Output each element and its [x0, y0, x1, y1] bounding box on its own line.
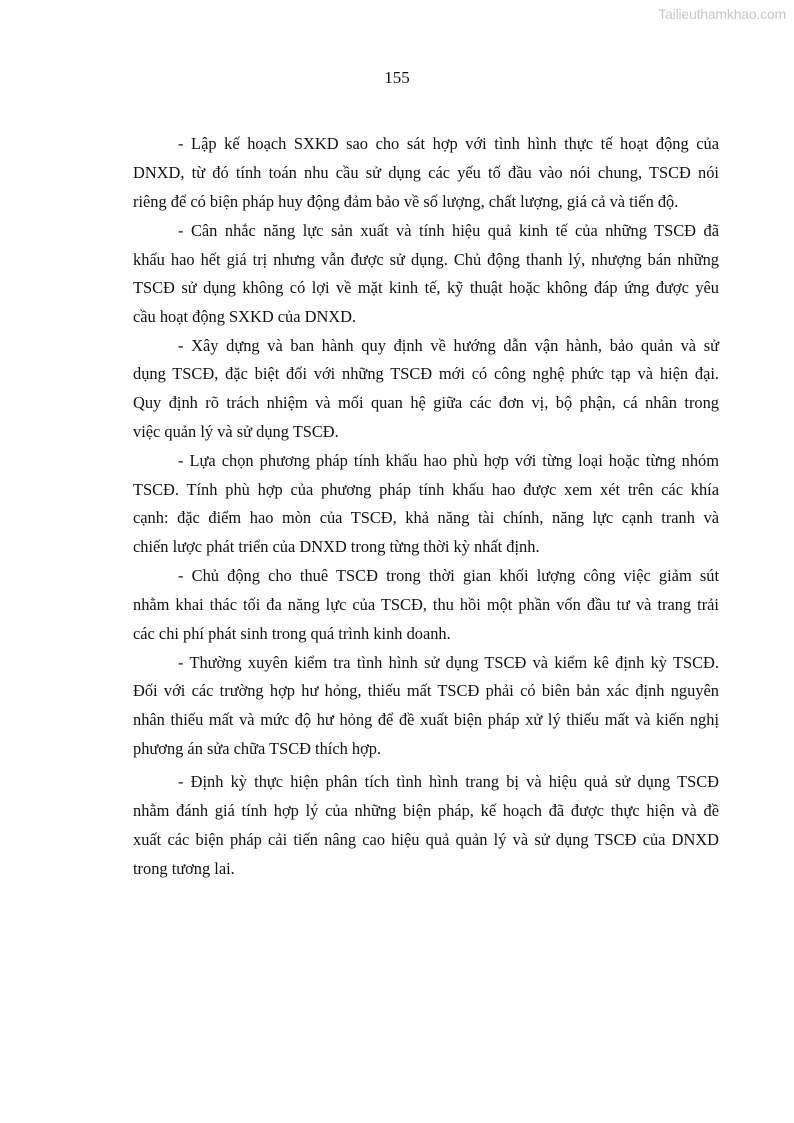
text-line: DNXD, từ đó tính toán nhu cầu sử dụng các yếu tố đầu vào nói chung, TSCĐ nói [133, 163, 719, 182]
text-line: - Thường xuyên kiểm tra tình hình sử dụng TSCĐ và kiểm kê định kỳ TSCĐ. [178, 653, 719, 672]
text-line: nhằm khai thác tối đa năng lực của TSCĐ, thu hồi một phần vốn đầu tư và trang trải [133, 595, 719, 614]
text-line: khấu hao hết giá trị nhưng vẫn được sử dụng. Chủ động thanh lý, nhượng bán những [133, 250, 719, 269]
text-line: - Chủ động cho thuê TSCĐ trong thời gian khối lượng công việc giảm sút [178, 566, 719, 585]
text-line: trong tương lai. [133, 859, 235, 878]
text-line: nhằm đánh giá tính hợp lý của những biện pháp, kế hoạch đã được thực hiện và đề [133, 801, 719, 820]
text-line: Đối với các trường hợp hư hỏng, thiếu mất TSCĐ phải có biên bản xác định nguyên [133, 681, 719, 700]
text-line: TSCĐ. Tính phù hợp của phương pháp tính khấu hao được xem xét trên các khía [133, 480, 719, 499]
text-line: phương án sửa chữa TSCĐ thích hợp. [133, 739, 382, 758]
text-line: các chi phí phát sinh trong quá trình kinh doanh. [133, 624, 451, 643]
text-line: việc quản lý và sử dụng TSCĐ. [133, 422, 339, 441]
text-line: - Lập kế hoạch SXKD sao cho sát hợp với tình hình thực tế hoạt động của [178, 134, 719, 153]
text-line: cầu hoạt động SXKD của DNXD. [133, 307, 357, 326]
text-line: xuất các biện pháp cải tiến nâng cao hiệu quả quản lý và sử dụng TSCĐ của DNXD [133, 830, 719, 849]
text-line: Quy định rõ trách nhiệm và mối quan hệ giữa các đơn vị, bộ phận, cá nhân trong [133, 393, 719, 412]
text-line: dụng TSCĐ, đặc biệt đối với những TSCĐ mới có công nghệ phức tạp và hiện đại. [133, 364, 719, 383]
text-line: cạnh: đặc điểm hao mòn của TSCĐ, khả năng tài chính, năng lực cạnh tranh và [133, 508, 719, 527]
text-line: - Định kỳ thực hiện phân tích tình hình trang bị và hiệu quả sử dụng TSCĐ [178, 772, 719, 791]
text-line: - Cân nhắc năng lực sản xuất và tính hiệu quả kinh tế của những TSCĐ đã [178, 221, 719, 240]
text-line: nhân thiếu mất và mức độ hư hỏng để đề xuất biện pháp xử lý thiếu mất và kiến nghị [133, 710, 719, 729]
text-line: - Lựa chọn phương pháp tính khấu hao phù hợp với từng loại hoặc từng nhóm [178, 451, 719, 470]
text-line: riêng để có biện pháp huy động đảm bảo về số lượng, chất lượng, giá cả và tiến độ. [133, 192, 679, 211]
text-line: - Xây dựng và ban hành quy định về hướng dẫn vận hành, bảo quản và sử [178, 336, 719, 355]
text-line: chiến lược phát triển của DNXD trong từng thời kỳ nhất định. [133, 537, 540, 556]
text-line: TSCĐ sử dụng không có lợi về mặt kinh tế, kỹ thuật hoặc không đáp ứng được yêu [133, 278, 719, 297]
page-number: 155 [384, 68, 410, 87]
watermark: Tailieuthamkhao.com [658, 6, 786, 22]
